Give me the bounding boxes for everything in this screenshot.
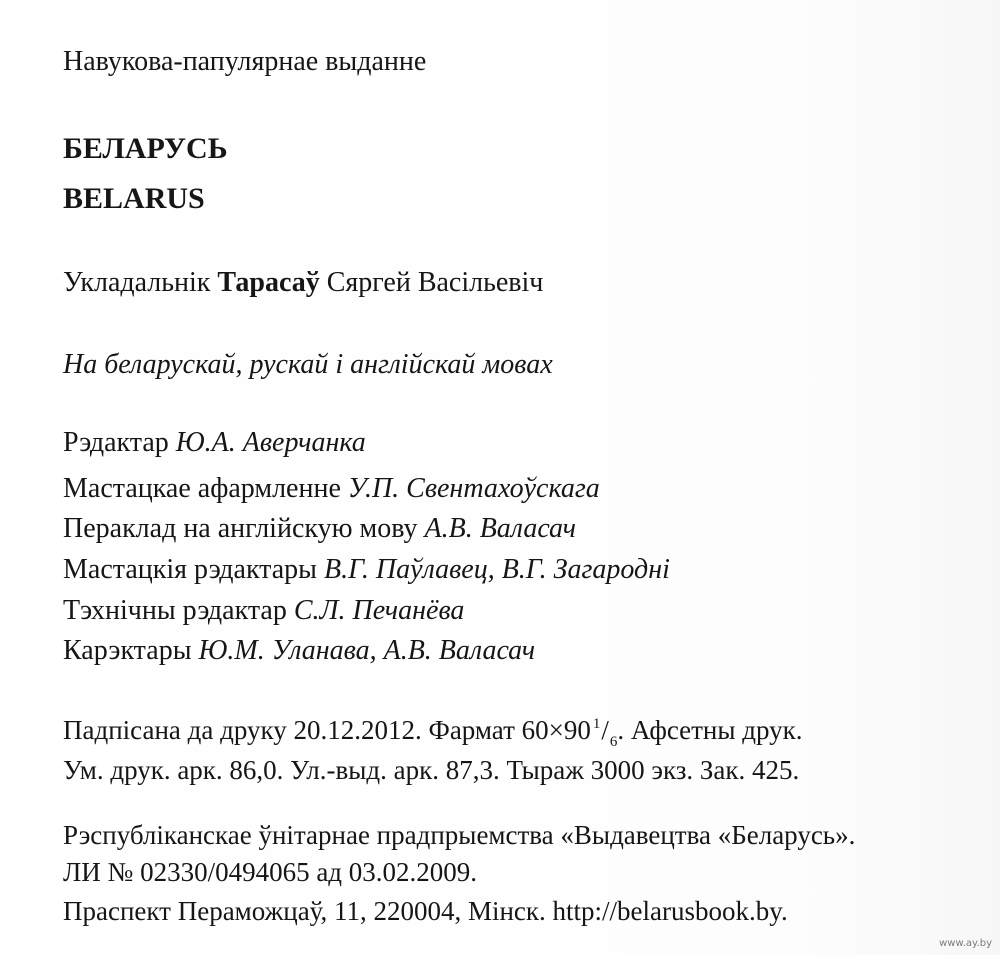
compiler-given-names: Сяргей Васільевіч (326, 267, 544, 298)
languages-note: На беларускай, рускай і англійскай мовах (63, 349, 553, 380)
publisher-name: Рэспубліканскае ўнітарнае прадпрыемства «Выдавецтва «Беларусь». (63, 820, 856, 850)
credit-line (63, 594, 464, 628)
credit-role: Рэдактар (63, 427, 169, 458)
compiler-surname: Тарасаў (217, 267, 320, 298)
credit-names: А.В. Валасач (424, 513, 577, 544)
credit-line (63, 512, 576, 546)
credit-role: Мастацкія рэдактары (63, 554, 317, 585)
title-belarusian: БЕЛАРУСЬ (63, 132, 228, 165)
print-info-text-end: . Афсетны друк. (617, 715, 803, 745)
print-info-text: Падпісана да друку 20.12.2012. Фармат 60×90 (63, 715, 591, 745)
print-info-line: Ум. друк. арк. 86,0. Ул.-выд. арк. 87,3. Тыраж 3000 экз. Зак. 425. (63, 755, 800, 785)
credit-line (63, 472, 600, 506)
edition-type: Навукова-папулярнае выданне (63, 46, 427, 77)
credit-names: С.Л. Печанёва (293, 595, 465, 626)
credit-line (63, 553, 670, 587)
credit-role: Карэктары (63, 635, 192, 666)
credit-names: Ю.А. Аверчанка (175, 427, 366, 458)
publisher-license: ЛИ № 02330/0494065 ад 03.02.2009. (63, 857, 478, 887)
compiler-role: Укладальнік (63, 267, 211, 298)
credit-names: У.П. Свентахоўскага (347, 473, 600, 504)
credit-names: В.Г. Паўлавец, В.Г. Загародні (324, 554, 670, 585)
publisher-address: Праспект Пераможцаў, 11, 220004, Мінск. http://belarusbook.by. (63, 896, 788, 926)
compiler-line (63, 266, 543, 300)
format-fraction-slash: / (601, 715, 609, 745)
format-fraction-denominator: 6 (609, 734, 618, 750)
watermark: www.ay.by (939, 938, 992, 949)
print-info-line (63, 713, 803, 752)
credit-line (63, 634, 535, 668)
credit-line (63, 426, 366, 460)
credit-role: Пераклад на англійскую мову (63, 513, 418, 544)
format-fraction-numerator: 1 (592, 716, 601, 732)
credit-role: Тэхнічны рэдактар (63, 595, 287, 626)
credit-role: Мастацкае афармленне (63, 473, 341, 504)
title-english: BELARUS (63, 182, 205, 215)
credit-names: Ю.М. Уланава, А.В. Валасач (198, 635, 536, 666)
